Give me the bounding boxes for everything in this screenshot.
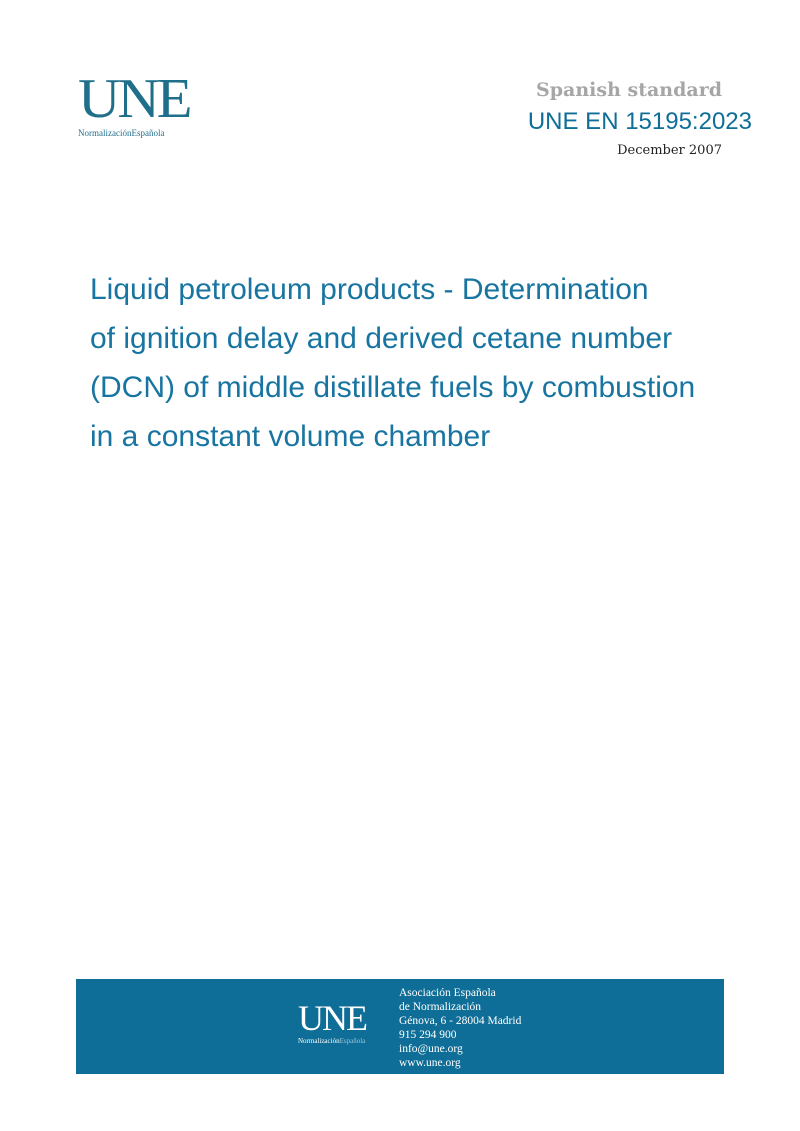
footer-address (399, 986, 521, 1070)
title-line: Liquid petroleum products - Determination (90, 273, 649, 306)
une-logo (78, 68, 198, 144)
une-logo-mark: UNE (78, 68, 190, 130)
title-line: in a constant volume chamber (90, 420, 491, 453)
title-line: (DCN) of middle distillate fuels by combustion (90, 371, 696, 404)
address-phone: 915 294 900 (399, 1029, 457, 1041)
une-logo-subtitle-part2: Española (131, 128, 165, 138)
standard-code: UNE EN 15195:2023 (527, 108, 752, 135)
address-org-line2: de Normalización (399, 1001, 482, 1013)
footer-logo-subtitle-part1: Normalización (298, 1037, 340, 1045)
standard-kind: Spanish standard (536, 79, 722, 101)
title-line: of ignition delay and derived cetane number (90, 322, 673, 355)
footer-une-logo-mark: UNE (298, 998, 366, 1038)
footer-une-logo (298, 998, 388, 1045)
document-title (90, 265, 780, 461)
footer-logo-subtitle-part2: Española (339, 1037, 366, 1045)
footer-band (76, 979, 724, 1074)
address-org-line1: Asociación Española (399, 987, 496, 999)
address-website[interactable]: www.une.org (399, 1057, 461, 1069)
address-email[interactable]: info@une.org (399, 1043, 463, 1055)
une-logo-subtitle-part1: Normalización (78, 128, 132, 138)
footer-une-logo-subtitle (298, 1037, 388, 1045)
standard-date: December 2007 (617, 143, 722, 158)
address-street: Génova, 6 - 28004 Madrid (399, 1015, 522, 1027)
